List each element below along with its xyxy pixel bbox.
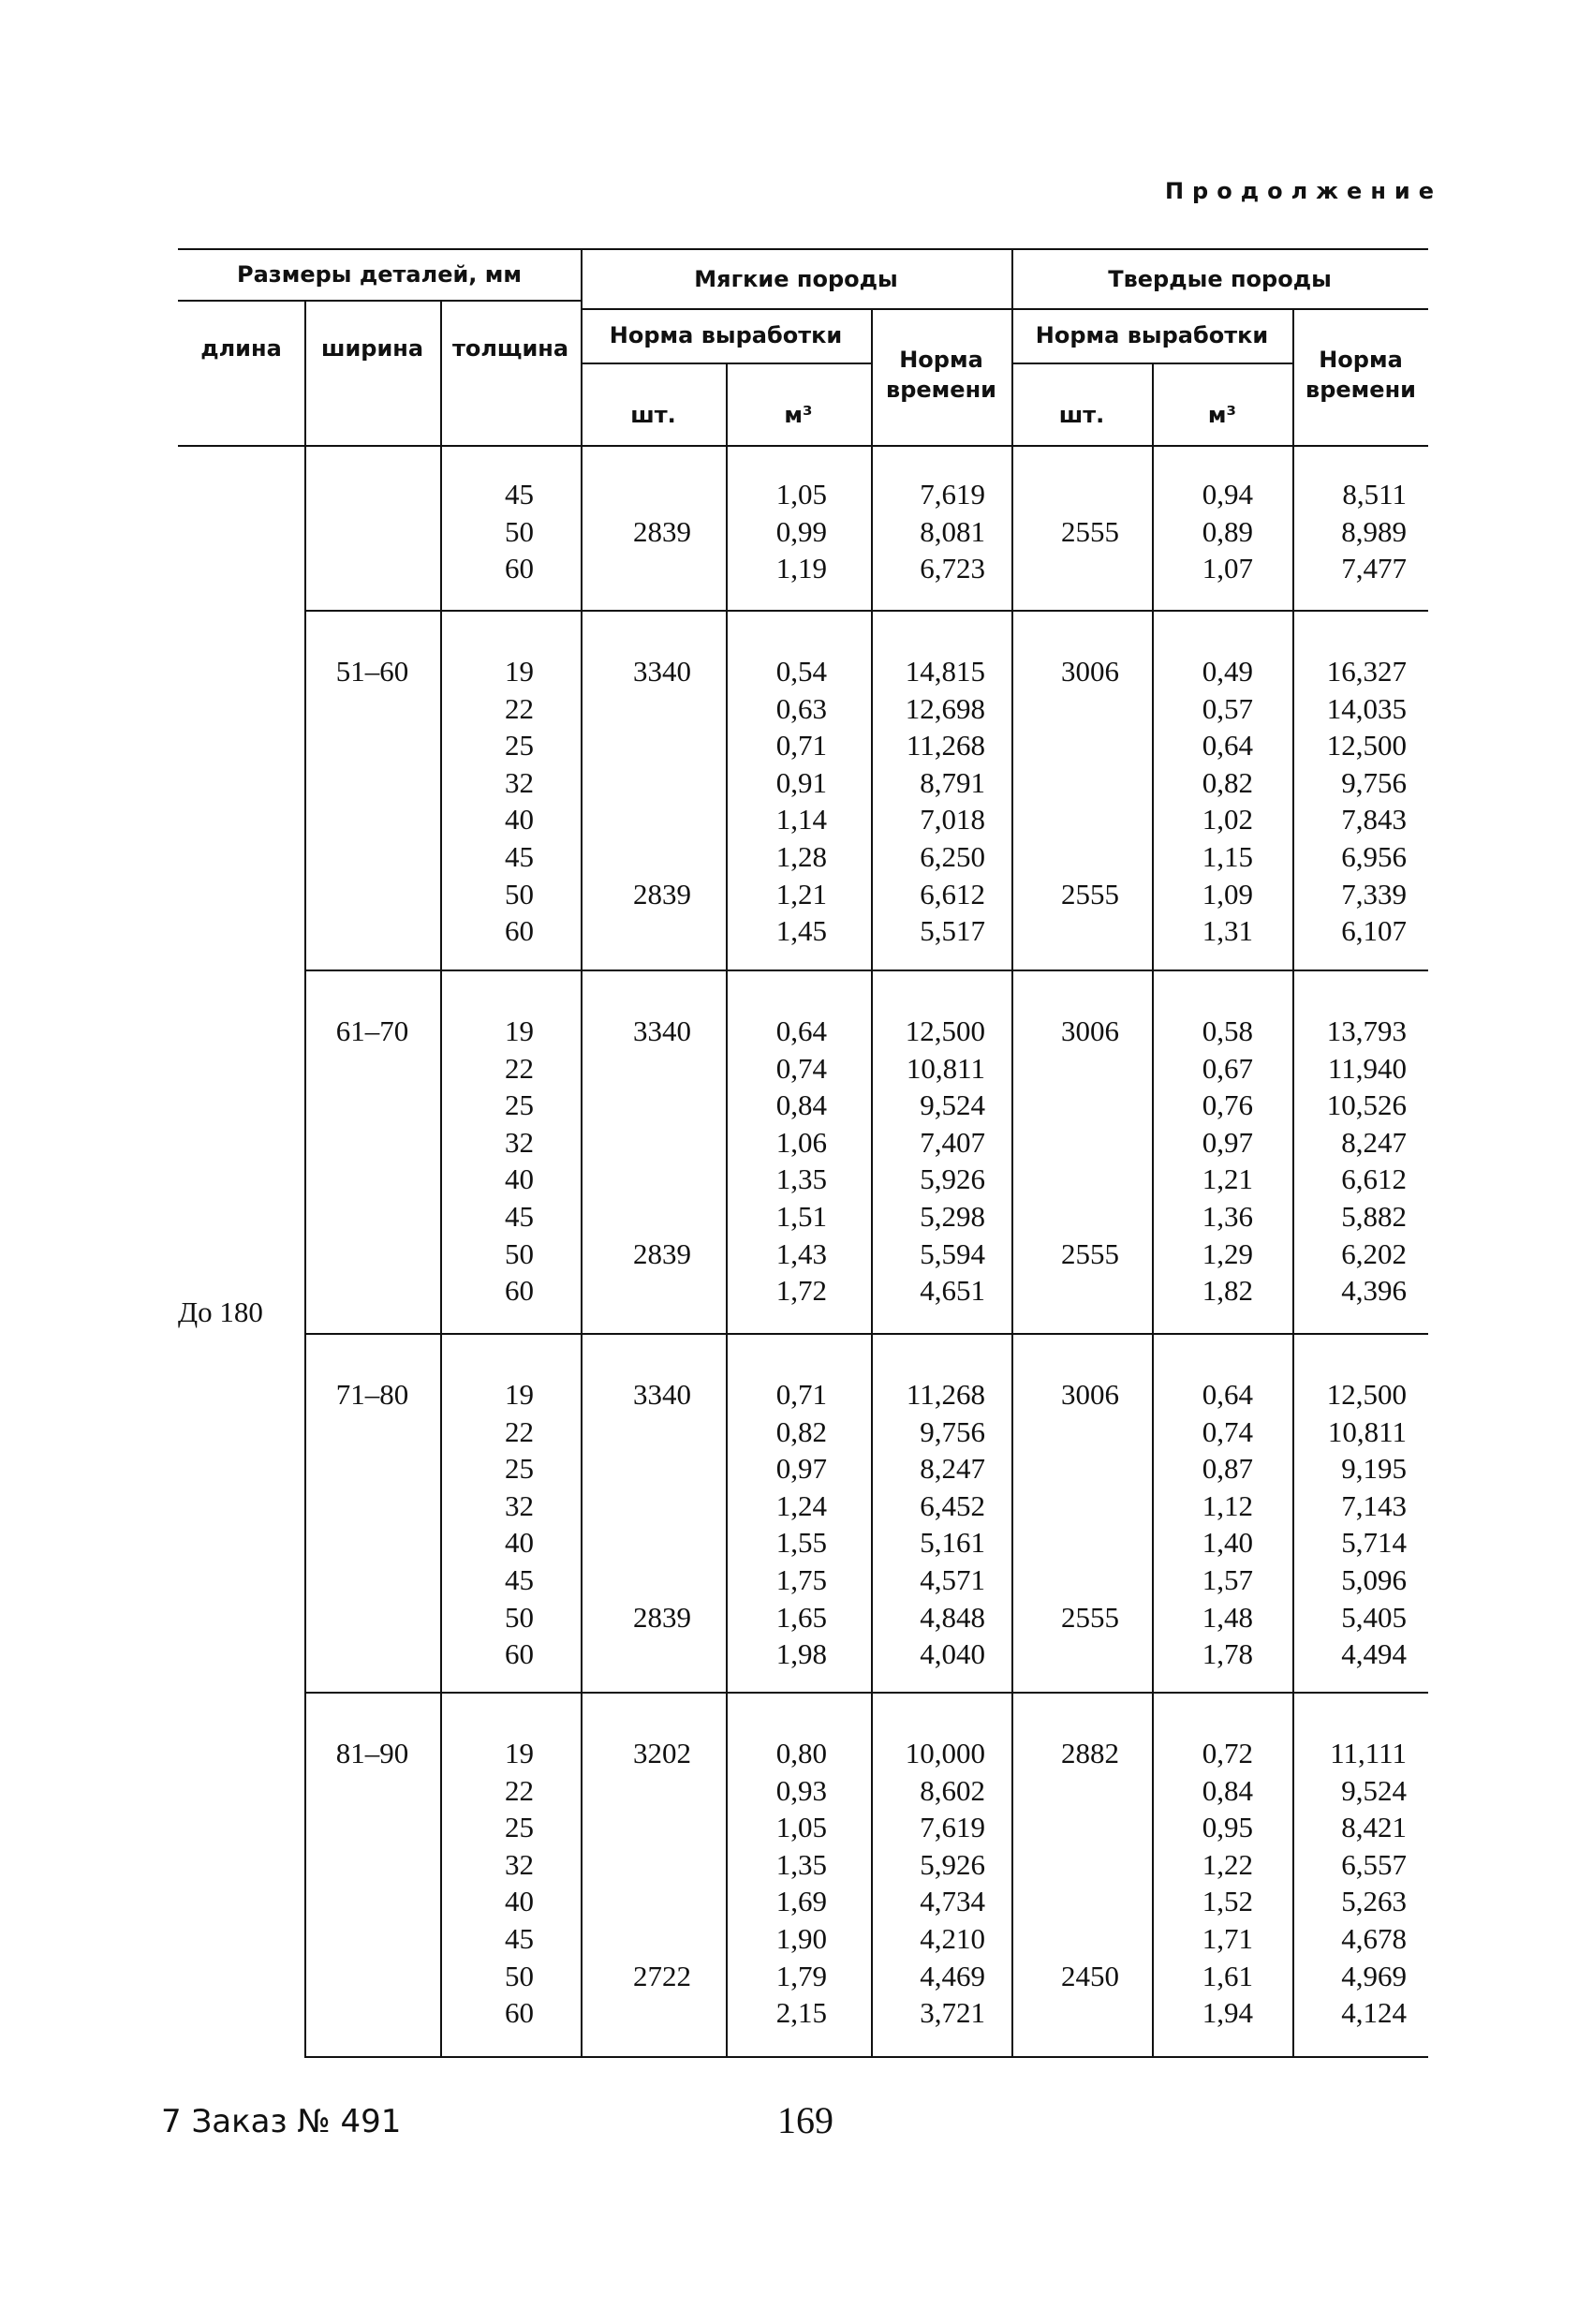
soft-m3-cell: 1,28 (775, 840, 827, 873)
width-cell: 51–60 (335, 655, 409, 688)
header-dimensions: Размеры деталей, мм (236, 261, 522, 288)
thickness-cell: 19 (505, 1737, 534, 1769)
soft-time-cell: 7,619 (920, 1811, 985, 1844)
hard-time-cell: 8,247 (1341, 1125, 1407, 1159)
thickness-cell: 45 (505, 1200, 534, 1233)
soft-m3-cell: 1,75 (775, 1563, 827, 1596)
hard-m3-cell: 1,02 (1202, 803, 1253, 836)
header-hard-time-norm: Норма времени (1305, 347, 1416, 403)
soft-m3-cell: 0,93 (775, 1773, 827, 1807)
hard-m3-cell: 0,58 (1202, 1014, 1253, 1047)
thickness-cell: 25 (505, 1088, 534, 1122)
hard-time-cell: 5,263 (1341, 1885, 1407, 1918)
hard-time-cell: 4,969 (1341, 1959, 1407, 1992)
hard-m3-cell: 0,49 (1202, 655, 1253, 688)
soft-m3-cell: 0,80 (775, 1737, 827, 1769)
hard-time-cell: 5,405 (1341, 1600, 1407, 1634)
hard-m3-cell: 0,87 (1202, 1452, 1253, 1486)
soft-m3-cell: 1,24 (775, 1488, 827, 1522)
thickness-cell: 40 (505, 1885, 534, 1918)
hard-time-cell: 11,111 (1330, 1737, 1407, 1769)
soft-time-cell: 5,161 (920, 1526, 985, 1560)
soft-pcs-cell: 2839 (633, 1600, 691, 1634)
thickness-cell: 32 (505, 1847, 534, 1881)
hard-time-cell: 6,557 (1341, 1847, 1407, 1881)
thickness-cell: 25 (505, 1811, 534, 1844)
soft-time-cell: 5,517 (920, 914, 985, 948)
soft-m3-cell: 0,99 (775, 514, 827, 548)
soft-m3-cell: 0,91 (775, 765, 827, 799)
header-hard: Твердые породы (1108, 266, 1332, 292)
soft-time-cell: 4,571 (920, 1563, 985, 1596)
header-soft-m3: м³ (784, 402, 813, 428)
group-rule (304, 610, 1428, 612)
header-vline-width (440, 300, 442, 445)
hard-m3-cell: 1,29 (1202, 1236, 1253, 1270)
header-hard-output-norm: Норма выработки (1035, 322, 1269, 348)
hard-m3-cell: 1,52 (1202, 1885, 1253, 1918)
soft-m3-cell: 1,14 (775, 803, 827, 836)
soft-time-cell: 5,298 (920, 1200, 985, 1233)
hard-time-cell: 4,396 (1341, 1274, 1407, 1308)
soft-time-cell: 12,500 (905, 1014, 985, 1047)
soft-m3-cell: 0,74 (775, 1051, 827, 1085)
hard-m3-cell: 1,94 (1202, 1996, 1253, 2030)
group-rule (304, 970, 1428, 971)
soft-time-cell: 6,250 (920, 840, 985, 873)
soft-pcs-cell: 2839 (633, 514, 691, 548)
soft-time-cell: 4,469 (920, 1959, 985, 1992)
hard-m3-cell: 0,84 (1202, 1773, 1253, 1807)
header-hard-pcs: шт. (1058, 402, 1105, 428)
hard-m3-cell: 0,74 (1202, 1414, 1253, 1448)
hard-m3-cell: 1,12 (1202, 1488, 1253, 1522)
hard-time-cell: 6,956 (1341, 840, 1407, 873)
thickness-cell: 50 (505, 1236, 534, 1270)
hard-m3-cell: 1,07 (1202, 552, 1253, 585)
soft-time-cell: 8,247 (920, 1452, 985, 1486)
soft-m3-cell: 1,98 (775, 1637, 827, 1671)
hard-m3-cell: 1,61 (1202, 1959, 1253, 1992)
soft-time-cell: 7,018 (920, 803, 985, 836)
hard-pcs-cell: 2555 (1061, 1600, 1119, 1634)
soft-m3-cell: 1,05 (775, 478, 827, 511)
soft-pcs-cell: 3340 (633, 1014, 691, 1047)
soft-time-cell: 14,815 (905, 655, 985, 688)
soft-time-cell: 4,848 (920, 1600, 985, 1634)
hard-pcs-cell: 2555 (1061, 1236, 1119, 1270)
thickness-cell: 40 (505, 1162, 534, 1196)
hard-time-cell: 8,421 (1341, 1811, 1407, 1844)
soft-m3-cell: 1,65 (775, 1600, 827, 1634)
hard-m3-cell: 0,64 (1202, 729, 1253, 762)
hard-m3-cell: 1,57 (1202, 1563, 1253, 1596)
hard-m3-cell: 1,48 (1202, 1600, 1253, 1634)
soft-m3-cell: 1,43 (775, 1236, 827, 1270)
width-cell: 61–70 (335, 1014, 409, 1047)
header-vline-soft-time (871, 308, 873, 445)
header-soft: Мягкие породы (694, 266, 898, 292)
soft-m3-cell: 1,55 (775, 1526, 827, 1560)
hard-time-cell: 7,843 (1341, 803, 1407, 836)
hard-m3-cell: 1,71 (1202, 1922, 1253, 1955)
hard-time-cell: 10,526 (1326, 1088, 1407, 1122)
thickness-cell: 19 (505, 655, 534, 688)
hard-time-cell: 7,477 (1341, 552, 1407, 585)
group-rule (304, 1692, 1428, 1694)
hard-time-cell: 12,500 (1326, 729, 1407, 762)
soft-m3-cell: 1,35 (775, 1162, 827, 1196)
hard-time-cell: 4,494 (1341, 1637, 1407, 1671)
soft-time-cell: 8,081 (920, 514, 985, 548)
header-soft-time-norm: Норма времени (886, 347, 996, 403)
hard-time-cell: 13,793 (1326, 1014, 1407, 1047)
hard-time-cell: 8,511 (1342, 478, 1407, 511)
hard-m3-cell: 0,64 (1202, 1378, 1253, 1411)
soft-pcs-cell: 3340 (633, 655, 691, 688)
header-thickness: толщина (451, 335, 569, 362)
hard-m3-cell: 1,82 (1202, 1274, 1253, 1308)
soft-time-cell: 6,452 (920, 1488, 985, 1522)
thickness-cell: 60 (505, 1637, 534, 1671)
soft-m3-cell: 0,71 (775, 1378, 827, 1411)
soft-time-cell: 7,619 (920, 478, 985, 511)
soft-m3-cell: 1,21 (775, 877, 827, 910)
hard-pcs-cell: 3006 (1061, 655, 1119, 688)
group-rule (304, 2056, 1428, 2058)
soft-time-cell: 6,723 (920, 552, 985, 585)
hard-m3-cell: 0,97 (1202, 1125, 1253, 1159)
soft-time-cell: 4,210 (920, 1922, 985, 1955)
header-subrule-left (178, 300, 581, 302)
hard-time-cell: 4,678 (1341, 1922, 1407, 1955)
header-vline-hard-time (1292, 308, 1294, 445)
thickness-cell: 22 (505, 1773, 534, 1807)
soft-pcs-cell: 2722 (633, 1959, 691, 1992)
hard-m3-cell: 1,40 (1202, 1526, 1253, 1560)
hard-time-cell: 7,339 (1341, 877, 1407, 910)
hard-time-cell: 9,756 (1341, 765, 1407, 799)
hard-time-cell: 7,143 (1341, 1488, 1407, 1522)
soft-m3-cell: 1,51 (775, 1200, 827, 1233)
thickness-cell: 32 (505, 1125, 534, 1159)
soft-m3-cell: 1,45 (775, 914, 827, 948)
thickness-cell: 19 (505, 1014, 534, 1047)
hard-time-cell: 16,327 (1326, 655, 1407, 688)
thickness-cell: 22 (505, 1051, 534, 1085)
hard-time-cell: 9,195 (1341, 1452, 1407, 1486)
page-number: 169 (777, 2099, 833, 2141)
soft-pcs-cell: 2839 (633, 1236, 691, 1270)
hard-pcs-cell: 3006 (1061, 1014, 1119, 1047)
thickness-cell: 32 (505, 1488, 534, 1522)
header-hard-m3: м³ (1207, 402, 1237, 428)
soft-time-cell: 7,407 (920, 1125, 985, 1159)
hard-time-cell: 10,811 (1327, 1414, 1407, 1448)
hard-m3-cell: 0,82 (1202, 765, 1253, 799)
soft-m3-cell: 0,63 (775, 691, 827, 725)
width-cell: 71–80 (335, 1378, 409, 1411)
soft-time-cell: 6,612 (920, 877, 985, 910)
hard-time-cell: 5,882 (1341, 1200, 1407, 1233)
soft-m3-cell: 0,54 (775, 655, 827, 688)
soft-time-cell: 11,268 (906, 1378, 985, 1411)
hard-time-cell: 4,124 (1341, 1996, 1407, 2030)
soft-m3-cell: 1,69 (775, 1885, 827, 1918)
hard-m3-cell: 1,22 (1202, 1847, 1253, 1881)
hard-m3-cell: 0,89 (1202, 514, 1253, 548)
thickness-cell: 40 (505, 1526, 534, 1560)
soft-m3-cell: 1,72 (775, 1274, 827, 1308)
hard-m3-cell: 1,09 (1202, 877, 1253, 910)
thickness-cell: 50 (505, 1600, 534, 1634)
soft-time-cell: 4,651 (920, 1274, 985, 1308)
hard-pcs-cell: 2450 (1061, 1959, 1119, 1992)
soft-m3-cell: 1,90 (775, 1922, 827, 1955)
hard-m3-cell: 1,31 (1202, 914, 1253, 948)
hard-pcs-cell: 2555 (1061, 877, 1119, 910)
hard-pcs-cell: 2882 (1061, 1737, 1119, 1769)
soft-m3-cell: 1,06 (775, 1125, 827, 1159)
hard-time-cell: 6,612 (1341, 1162, 1407, 1196)
soft-m3-cell: 0,64 (775, 1014, 827, 1047)
hard-time-cell: 11,940 (1327, 1051, 1407, 1085)
soft-time-cell: 10,811 (906, 1051, 985, 1085)
thickness-cell: 19 (505, 1378, 534, 1411)
soft-m3-cell: 0,82 (775, 1414, 827, 1448)
hard-m3-cell: 0,57 (1202, 691, 1253, 725)
soft-m3-cell: 2,15 (775, 1996, 827, 2030)
header-soft-pcs: шт. (630, 402, 676, 428)
hard-m3-cell: 0,95 (1202, 1811, 1253, 1844)
thickness-cell: 45 (505, 840, 534, 873)
soft-time-cell: 4,734 (920, 1885, 985, 1918)
soft-time-cell: 10,000 (905, 1737, 985, 1769)
thickness-cell: 60 (505, 1274, 534, 1308)
thickness-cell: 40 (505, 803, 534, 836)
thickness-cell: 60 (505, 1996, 534, 2030)
thickness-cell: 45 (505, 478, 534, 511)
header-width: ширина (320, 335, 424, 362)
hard-m3-cell: 0,76 (1202, 1088, 1253, 1122)
width-cell: 81–90 (335, 1737, 409, 1769)
length-value: До 180 (178, 1295, 263, 1328)
thickness-cell: 50 (505, 514, 534, 548)
hard-m3-cell: 0,94 (1202, 478, 1253, 511)
order-number: 7 Заказ № 491 (161, 2103, 402, 2140)
hard-m3-cell: 1,36 (1202, 1200, 1253, 1233)
soft-m3-cell: 1,05 (775, 1811, 827, 1844)
thickness-cell: 22 (505, 691, 534, 725)
hard-time-cell: 12,500 (1326, 1378, 1407, 1411)
soft-time-cell: 11,268 (906, 729, 985, 762)
thickness-cell: 50 (505, 877, 534, 910)
thickness-cell: 45 (505, 1563, 534, 1596)
header-top-rule (178, 248, 1428, 250)
header-subrule-soft (581, 308, 1011, 310)
thickness-cell: 25 (505, 729, 534, 762)
hard-time-cell: 6,107 (1341, 914, 1407, 948)
hard-pcs-cell: 2555 (1061, 514, 1119, 548)
soft-time-cell: 8,602 (920, 1773, 985, 1807)
soft-m3-cell: 1,19 (775, 552, 827, 585)
group-rule (304, 1333, 1428, 1335)
soft-time-cell: 5,594 (920, 1236, 985, 1270)
hard-pcs-cell: 3006 (1061, 1378, 1119, 1411)
thickness-cell: 22 (505, 1414, 534, 1448)
header-soft-output-norm: Норма выработки (609, 322, 843, 348)
hard-m3-cell: 0,67 (1202, 1051, 1253, 1085)
soft-time-cell: 9,524 (920, 1088, 985, 1122)
hard-time-cell: 8,989 (1341, 514, 1407, 548)
header-subrule-hard (1011, 308, 1428, 310)
soft-time-cell: 3,721 (920, 1996, 985, 2030)
soft-time-cell: 8,791 (920, 765, 985, 799)
soft-time-cell: 4,040 (920, 1637, 985, 1671)
soft-m3-cell: 0,71 (775, 729, 827, 762)
soft-pcs-cell: 3340 (633, 1378, 691, 1411)
hard-time-cell: 9,524 (1341, 1773, 1407, 1807)
thickness-cell: 25 (505, 1452, 534, 1486)
soft-time-cell: 5,926 (920, 1162, 985, 1196)
thickness-cell: 50 (505, 1959, 534, 1992)
soft-m3-cell: 1,35 (775, 1847, 827, 1881)
hard-time-cell: 6,202 (1341, 1236, 1407, 1270)
hard-m3-cell: 1,21 (1202, 1162, 1253, 1196)
header-length: длина (200, 335, 282, 362)
soft-m3-cell: 0,84 (775, 1088, 827, 1122)
soft-pcs-cell: 3202 (633, 1737, 691, 1769)
hard-m3-cell: 1,78 (1202, 1637, 1253, 1671)
hard-m3-cell: 0,72 (1202, 1737, 1253, 1769)
soft-time-cell: 12,698 (905, 691, 985, 725)
hard-time-cell: 14,035 (1326, 691, 1407, 725)
header-bottom-rule (178, 445, 1428, 447)
soft-pcs-cell: 2839 (633, 877, 691, 910)
thickness-cell: 60 (505, 552, 534, 585)
thickness-cell: 45 (505, 1922, 534, 1955)
thickness-cell: 60 (505, 914, 534, 948)
header-vline-length (304, 300, 306, 445)
soft-m3-cell: 1,79 (775, 1959, 827, 1992)
hard-time-cell: 5,714 (1341, 1526, 1407, 1560)
soft-m3-cell: 0,97 (775, 1452, 827, 1486)
soft-time-cell: 5,926 (920, 1847, 985, 1881)
hard-m3-cell: 1,15 (1202, 840, 1253, 873)
continuation-label: Продолжение (1164, 178, 1442, 204)
hard-time-cell: 5,096 (1341, 1563, 1407, 1596)
thickness-cell: 32 (505, 765, 534, 799)
soft-time-cell: 9,756 (920, 1414, 985, 1448)
